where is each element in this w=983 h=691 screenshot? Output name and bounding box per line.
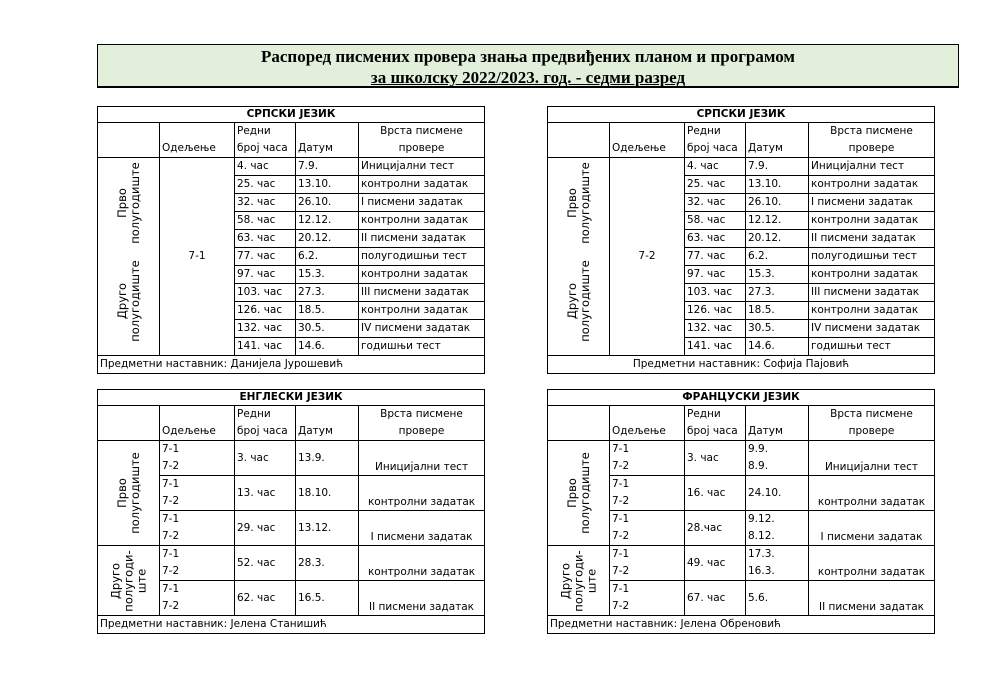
second-half-text-line: полугодиште [577, 260, 592, 343]
lesson-header-bottom: број часа [685, 140, 746, 158]
type-cell: годишњи тест [809, 338, 935, 356]
subject-header-row [98, 107, 485, 123]
subject-title: ЕНГЛЕСКИ ЈЕЗИК [98, 390, 485, 406]
lesson-cell: 4. час [685, 158, 746, 176]
class-cell: 7-1 [610, 546, 685, 564]
table-row [98, 546, 485, 564]
lesson-cell: 141. час [235, 338, 296, 356]
lesson-cell: 77. час [685, 248, 746, 266]
class-header: Одељење [160, 423, 235, 441]
class-header-blank [610, 123, 685, 141]
date-cell: 14.6. [296, 338, 359, 356]
date-cell: 7.9. [746, 158, 809, 176]
teacher-name: Предметни наставник: Данијела Јурошевић [98, 356, 485, 374]
date-cell: 18.10. [296, 476, 359, 511]
date-cell: 8.12. [746, 528, 809, 546]
first-half-text-line: Прво [114, 478, 129, 508]
date-cell: 16.3. [746, 563, 809, 581]
date-cell: 15.3. [746, 266, 809, 284]
lesson-cell: 58. час [685, 212, 746, 230]
first-half-text [116, 162, 142, 244]
date-cell: 13.10. [296, 176, 359, 194]
first-half-text [566, 452, 592, 534]
table-row [98, 441, 485, 459]
date-cell: 20.12. [296, 230, 359, 248]
type-cell: контролни задатак [809, 266, 935, 284]
teacher-name: Предметни наставник: Софија Пајовић [548, 356, 935, 374]
type-header-bottom: провере [359, 423, 485, 441]
lesson-cell: 52. час [235, 546, 296, 581]
second-half-label [98, 248, 160, 356]
type-cell: контролни задатак [359, 476, 485, 511]
serbian_2-table [547, 106, 935, 374]
class-cell: 7-1 [610, 441, 685, 459]
date-cell: 27.3. [746, 284, 809, 302]
second-half-label [548, 248, 610, 356]
class-cell: 7-2 [610, 528, 685, 546]
subject-title: ФРАНЦУСКИ ЈЕЗИК [548, 390, 935, 406]
teacher-row [98, 356, 485, 374]
french-table [547, 389, 935, 634]
corner-cell [548, 123, 610, 158]
lesson-header-top: Редни [235, 123, 296, 141]
type-cell: II писмени задатак [359, 581, 485, 616]
lesson-cell: 126. час [235, 302, 296, 320]
date-cell: 13.12. [296, 511, 359, 546]
class-cell: 7-2 [160, 493, 235, 511]
lesson-cell: 28.час [685, 511, 746, 546]
second-half-text-line: Друго [564, 283, 579, 320]
lesson-header-top: Редни [685, 123, 746, 141]
date-header: Датум [296, 423, 359, 441]
lesson-header-bottom: број часа [235, 423, 296, 441]
date-cell: 26.10. [746, 194, 809, 212]
lesson-cell: 32. час [235, 194, 296, 212]
date-cell: 6.2. [746, 248, 809, 266]
date-cell: 12.12. [746, 212, 809, 230]
first-half-text [116, 452, 142, 534]
type-cell: III писмени задатак [809, 284, 935, 302]
class-header: Одељење [610, 423, 685, 441]
date-cell: 16.5. [296, 581, 359, 616]
type-cell: I писмени задатак [359, 511, 485, 546]
date-cell: 30.5. [296, 320, 359, 338]
type-cell: Иницијални тест [809, 441, 935, 476]
lesson-cell: 3. час [235, 441, 296, 476]
first-half-label [98, 441, 160, 546]
class-header-blank [160, 406, 235, 424]
teacher-name: Предметни наставник: Јелена Станишић [98, 616, 485, 634]
date-header: Датум [746, 423, 809, 441]
type-header-bottom: провере [809, 140, 935, 158]
title-line-1: Распоред писмених провера знања предвиђених планом и програмом [260, 47, 795, 66]
second-half-text-line: ште [584, 568, 598, 593]
lesson-cell: 29. час [235, 511, 296, 546]
type-cell: контролни задатак [359, 546, 485, 581]
table-row [98, 158, 485, 176]
class-cell: 7-2 [610, 158, 685, 356]
date-cell: 20.12. [746, 230, 809, 248]
type-header-top: Врста писмене [809, 406, 935, 424]
second-half-text-line: полугоди- [121, 549, 135, 612]
subject-title: СРПСКИ ЈЕЗИК [98, 107, 485, 123]
date-cell: 12.12. [296, 212, 359, 230]
first-half-label [98, 158, 160, 248]
table-row [548, 158, 935, 176]
date-cell: 9.9. [746, 441, 809, 459]
second-half-text-line: полугодиште [127, 260, 142, 343]
subject-header-row [548, 107, 935, 123]
class-cell: 7-2 [160, 563, 235, 581]
type-header-top: Врста писмене [809, 123, 935, 141]
date-header: Датум [746, 140, 809, 158]
type-cell: II писмени задатак [809, 230, 935, 248]
teacher-name: Предметни наставник: Јелена Обреновић [548, 616, 935, 634]
type-cell: IV писмени задатак [359, 320, 485, 338]
type-cell: Иницијални тест [359, 158, 485, 176]
second-half-label [98, 546, 160, 616]
type-cell: годишњи тест [359, 338, 485, 356]
type-header-top: Врста писмене [359, 123, 485, 141]
teacher-row [98, 616, 485, 634]
class-cell: 7-1 [610, 581, 685, 599]
class-cell: 7-1 [160, 581, 235, 599]
lesson-header-top: Редни [235, 406, 296, 424]
lesson-cell: 63. час [685, 230, 746, 248]
class-cell: 7-1 [160, 476, 235, 494]
lesson-cell: 97. час [685, 266, 746, 284]
class-header: Одељење [160, 140, 235, 158]
english-table [97, 389, 485, 634]
date-cell: 24.10. [746, 476, 809, 511]
type-cell: I писмени задатак [809, 194, 935, 212]
table-row [548, 248, 935, 266]
date-cell: 30.5. [746, 320, 809, 338]
class-cell: 7-2 [610, 458, 685, 476]
column-header-row [98, 123, 485, 141]
type-cell: контролни задатак [809, 476, 935, 511]
corner-cell [98, 123, 160, 158]
date-cell: 28.3. [296, 546, 359, 581]
date-header-blank [746, 406, 809, 424]
lesson-cell: 25. час [235, 176, 296, 194]
class-header: Одељење [610, 140, 685, 158]
serbian_1-table [97, 106, 485, 374]
date-cell: 13.9. [296, 441, 359, 476]
teacher-row [548, 616, 935, 634]
first-half-label [548, 441, 610, 546]
title-line-2: за школску 2022/2023. год. - седми разред [370, 68, 686, 87]
class-cell: 7-2 [610, 598, 685, 616]
corner-cell [98, 406, 160, 441]
date-cell: 15.3. [296, 266, 359, 284]
class-cell: 7-2 [610, 563, 685, 581]
column-header-row [98, 406, 485, 424]
class-cell: 7-1 [610, 511, 685, 529]
first-half-text-line: полугодиште [127, 161, 142, 244]
class-cell: 7-1 [160, 158, 235, 356]
lesson-cell: 25. час [685, 176, 746, 194]
date-header-blank [746, 123, 809, 141]
type-header-bottom: провере [809, 423, 935, 441]
date-cell: 13.10. [746, 176, 809, 194]
document-title [97, 44, 959, 88]
second-half-text [559, 550, 598, 611]
second-half-text-line: Друго [558, 562, 572, 599]
first-half-label [548, 158, 610, 248]
type-cell: II писмени задатак [809, 581, 935, 616]
type-cell: контролни задатак [359, 266, 485, 284]
lesson-cell: 63. час [235, 230, 296, 248]
first-half-text-line: Прво [564, 478, 579, 508]
type-cell: IV писмени задатак [809, 320, 935, 338]
date-header: Датум [296, 140, 359, 158]
table-row [548, 546, 935, 564]
lesson-cell: 4. час [235, 158, 296, 176]
second-half-text [109, 550, 148, 611]
lesson-cell: 77. час [235, 248, 296, 266]
table-row [98, 248, 485, 266]
class-cell: 7-2 [160, 458, 235, 476]
type-cell: контролни задатак [359, 176, 485, 194]
date-header-blank [296, 406, 359, 424]
date-cell: 26.10. [296, 194, 359, 212]
table-row [548, 441, 935, 459]
lesson-cell: 67. час [685, 581, 746, 616]
lesson-cell: 13. час [235, 476, 296, 511]
class-cell: 7-2 [160, 598, 235, 616]
subject-header-row [548, 390, 935, 406]
lesson-cell: 141. час [685, 338, 746, 356]
lesson-header-bottom: број часа [685, 423, 746, 441]
date-cell: 18.5. [296, 302, 359, 320]
lesson-cell: 16. час [685, 476, 746, 511]
lesson-header-bottom: број часа [235, 140, 296, 158]
lesson-cell: 3. час [685, 441, 746, 476]
first-half-text-line: полугодиште [577, 452, 592, 534]
date-cell: 9.12. [746, 511, 809, 529]
column-header-row [548, 123, 935, 141]
type-header-top: Врста писмене [359, 406, 485, 424]
type-cell: I писмени задатак [359, 194, 485, 212]
first-half-text-line: полугодиште [577, 161, 592, 244]
lesson-cell: 126. час [685, 302, 746, 320]
type-header-bottom: провере [359, 140, 485, 158]
subject-header-row [98, 390, 485, 406]
type-cell: контролни задатак [809, 212, 935, 230]
class-cell: 7-2 [160, 528, 235, 546]
first-half-text-line: Прво [564, 187, 579, 218]
second-half-text-line: полугоди- [571, 549, 585, 612]
class-cell: 7-1 [160, 511, 235, 529]
type-cell: контролни задатак [359, 302, 485, 320]
date-header-blank [296, 123, 359, 141]
column-header-row [548, 406, 935, 424]
class-cell: 7-1 [160, 441, 235, 459]
class-cell: 7-1 [160, 546, 235, 564]
class-header-blank [610, 406, 685, 424]
corner-cell [548, 406, 610, 441]
lesson-cell: 132. час [235, 320, 296, 338]
type-cell: контролни задатак [809, 302, 935, 320]
type-cell: контролни задатак [359, 212, 485, 230]
subject-title: СРПСКИ ЈЕЗИК [548, 107, 935, 123]
second-half-text [566, 260, 592, 342]
date-cell: 17.3. [746, 546, 809, 564]
teacher-row [548, 356, 935, 374]
type-cell: Иницијални тест [359, 441, 485, 476]
type-cell: контролни задатак [809, 176, 935, 194]
lesson-cell: 58. час [235, 212, 296, 230]
type-cell: Иницијални тест [809, 158, 935, 176]
date-cell: 18.5. [746, 302, 809, 320]
class-cell: 7-1 [610, 476, 685, 494]
lesson-header-top: Редни [685, 406, 746, 424]
date-cell: 14.6. [746, 338, 809, 356]
type-cell: контролни задатак [809, 546, 935, 581]
lesson-cell: 103. час [235, 284, 296, 302]
type-cell: I писмени задатак [809, 511, 935, 546]
second-half-text-line: Друго [114, 283, 129, 320]
lesson-cell: 62. час [235, 581, 296, 616]
first-half-text-line: полугодиште [127, 452, 142, 534]
date-cell: 5.6. [746, 581, 809, 616]
lesson-cell: 103. час [685, 284, 746, 302]
first-half-text [566, 162, 592, 244]
second-half-text [116, 260, 142, 342]
class-header-blank [160, 123, 235, 141]
first-half-text-line: Прво [114, 187, 129, 218]
type-cell: II писмени задатак [359, 230, 485, 248]
lesson-cell: 97. час [235, 266, 296, 284]
second-half-text-line: ште [134, 568, 148, 593]
date-cell: 7.9. [296, 158, 359, 176]
second-half-label [548, 546, 610, 616]
lesson-cell: 49. час [685, 546, 746, 581]
date-cell: 6.2. [296, 248, 359, 266]
lesson-cell: 132. час [685, 320, 746, 338]
type-cell: полугодишњи тест [809, 248, 935, 266]
date-cell: 27.3. [296, 284, 359, 302]
date-cell: 8.9. [746, 458, 809, 476]
class-cell: 7-2 [610, 493, 685, 511]
type-cell: полугодишњи тест [359, 248, 485, 266]
type-cell: III писмени задатак [359, 284, 485, 302]
second-half-text-line: Друго [108, 562, 122, 599]
lesson-cell: 32. час [685, 194, 746, 212]
